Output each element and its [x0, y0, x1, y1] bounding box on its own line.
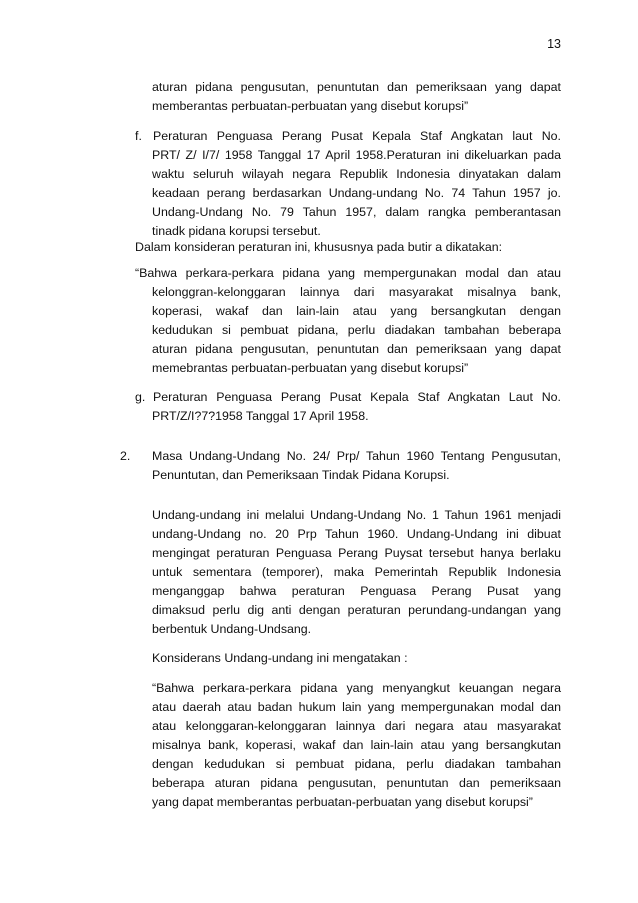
- text-line: Undang-Undang No. 79 Tahun 1957, dalam rangka pemberantasan: [152, 205, 561, 219]
- page-number: 13: [547, 37, 561, 51]
- text-line: Undang-undang ini melalui Undang-Undang No. 1 Tahun 1961 menjadi: [152, 508, 561, 522]
- quote-line: aturan pidana pengusutan, penuntutan dan pemeriksaan yang dapat: [152, 342, 561, 356]
- section-title-line: Masa Undang-Undang No. 24/ Prp/ Tahun 1960 Tentang Pengusutan,: [152, 449, 561, 463]
- text-line: PRT/ Z/ I/7/ 1958 Tanggal 17 April 1958.Peraturan ini dikeluarkan pada: [152, 148, 561, 162]
- quote-line: kedudukan si pembuat pidana, perlu diadakan tambahan beberapa: [152, 323, 561, 337]
- quote-line: “Bahwa perkara-perkara pidana yang menyangkut keuangan negara: [152, 681, 561, 695]
- text-line: waktu seluruh wilayah negara Republik Indonesia dinyatakan dalam: [152, 167, 561, 181]
- text-line: berbentuk Undang-Undsang.: [152, 622, 312, 636]
- quote-line: atau daerah atau badan hukum lain yang mempergunakan modal dan: [152, 700, 561, 714]
- konsiderans-intro: Konsiderans Undang-undang ini mengatakan :: [152, 651, 408, 665]
- list-marker-g: g.: [135, 390, 146, 404]
- text-line: PRT/Z/I?7?1958 Tanggal 17 April 1958.: [152, 409, 369, 423]
- text-line: memberantas perbuatan-perbuatan yang disebut korupsi”: [152, 99, 469, 113]
- quote-line: memebrantas perbuatan-perbuatan yang disebut korupsi”: [152, 361, 469, 375]
- konsideran-intro: Dalam konsideran peraturan ini, khususnya pada butir a dikatakan:: [135, 240, 503, 254]
- text-line: mengingat peraturan Penguasa Perang Puysat tersebut hanya berlaku: [152, 546, 561, 560]
- quote-line: misalnya bank, koperasi, wakaf dan lain-lain atau yang bersangkutan: [152, 738, 561, 752]
- text-line: Peraturan Penguasa Perang Pusat Kepala Staf Angkatan laut No.: [153, 129, 561, 143]
- text-line: tinadk pidana korupsi tersebut.: [152, 224, 321, 238]
- list-marker-2: 2.: [120, 449, 131, 463]
- text-line: dimaksud perlu dig anti dengan peraturan perundang-undangan yang: [152, 603, 561, 617]
- quote-line: dengan kedudukan si pembuat pidana, perlu diadakan tambahan: [152, 757, 561, 771]
- quote-line: atau kelonggaran-kelonggaran lainnya dari negara atau masyarakat: [152, 719, 561, 733]
- quote-line: “Bahwa perkara-perkara pidana yang mempergunakan modal dan atau: [135, 266, 561, 280]
- text-line: keadaan perang berdasarkan Undang-undang No. 74 Tahun 1957 jo.: [152, 186, 561, 200]
- text-line: menganggap bahwa peraturan Penguasa Perang Pusat yang: [152, 584, 561, 598]
- quote-line: kelonggran-kelonggaran lainnya dari masyarakat misalnya bank,: [152, 285, 561, 299]
- text-line: undang-Undang no. 20 Prp Tahun 1960. Undang-Undang ini dibuat: [152, 527, 561, 541]
- text-line: untuk sementara (temporer), maka Pemerintah Republik Indonesia: [152, 565, 561, 579]
- section-title-line: Penuntutan, dan Pemeriksaan Tindak Pidana Korupsi.: [152, 468, 450, 482]
- quote-line: beberapa aturan pidana pengusutan, penuntutan dan pemeriksaan: [152, 776, 561, 790]
- text-line: Peraturan Penguasa Perang Pusat Kepala Staf Angkatan Laut No.: [153, 390, 561, 404]
- quote-line: yang dapat memberantas perbuatan-perbuatan yang disebut korupsi”: [152, 795, 533, 809]
- quote-line: koperasi, wakaf dan lain-lain atau yang bersangkutan dengan: [152, 304, 561, 318]
- text-line: aturan pidana pengusutan, penuntutan dan pemeriksaan yang dapat: [152, 80, 561, 94]
- list-marker-f: f.: [135, 129, 142, 143]
